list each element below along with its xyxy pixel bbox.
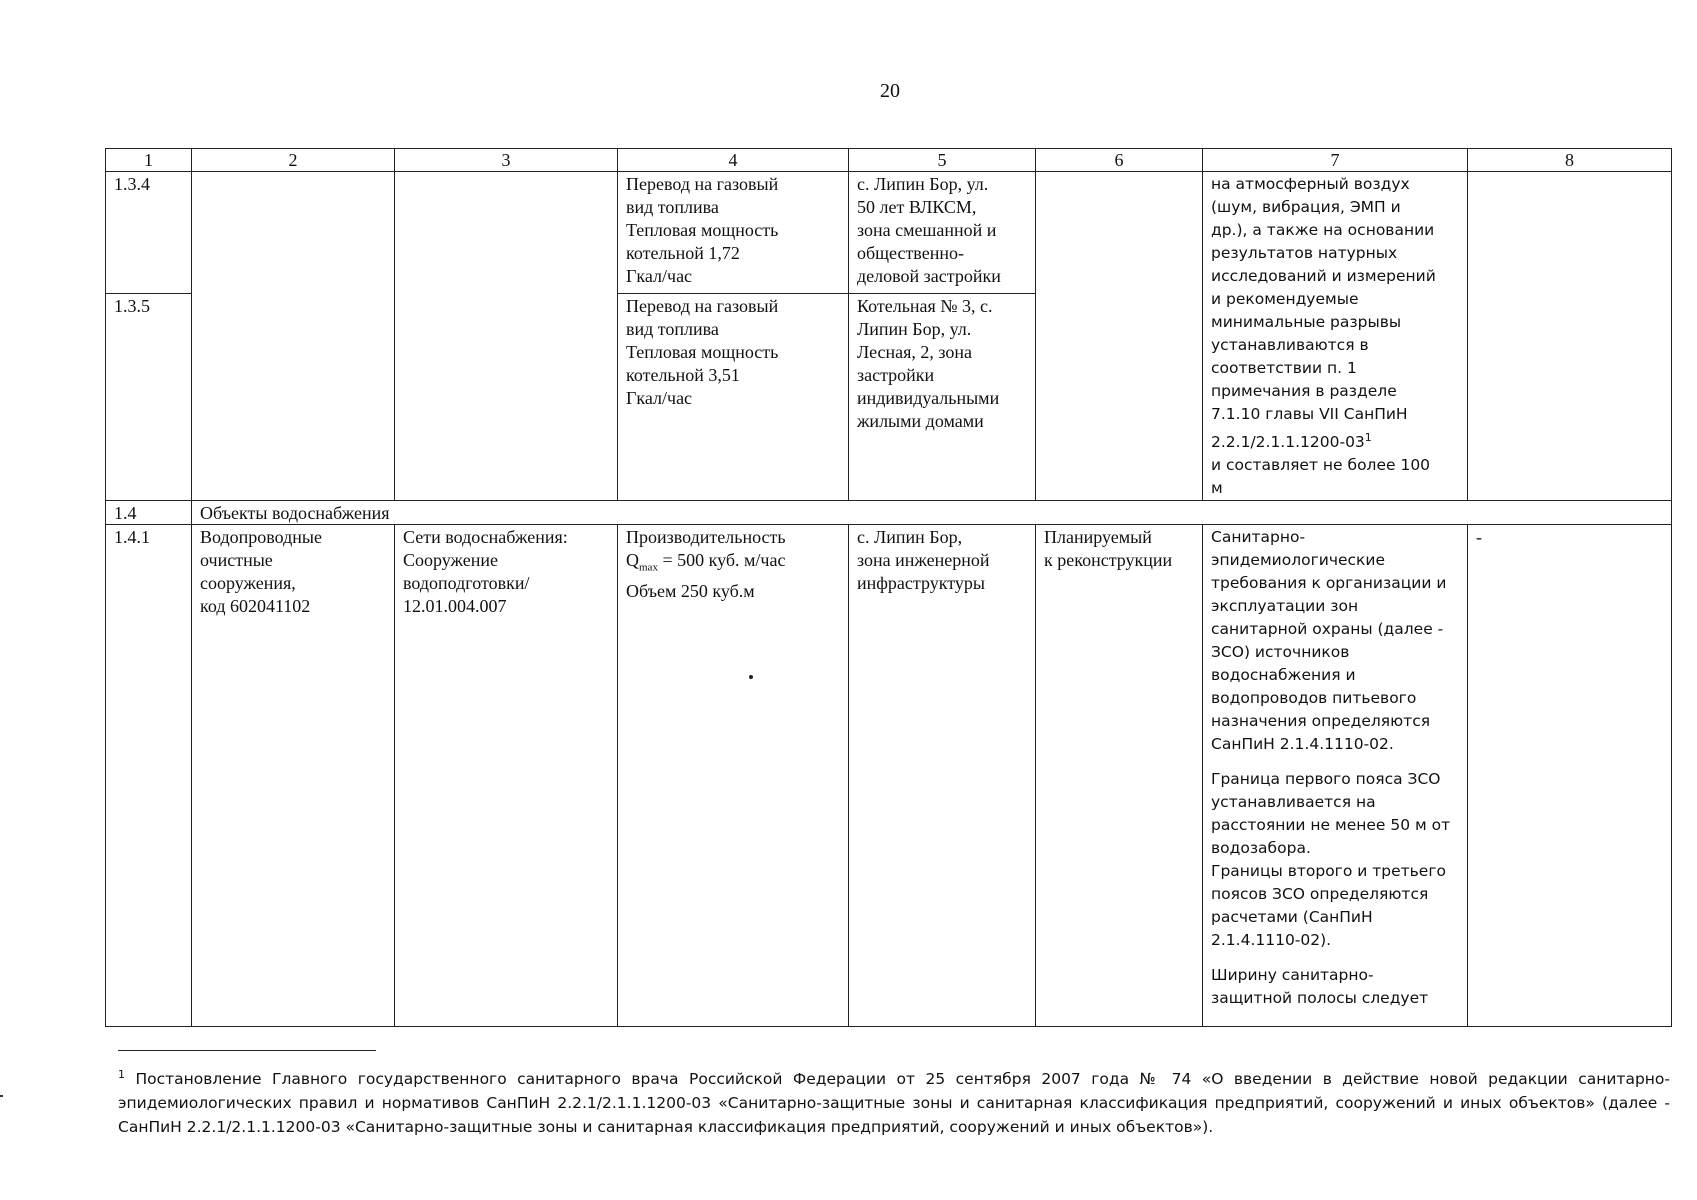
status-line: Планируемый (1044, 527, 1152, 548)
requirements-line: ЗСО) источников (1211, 643, 1350, 662)
object-name-cell (192, 172, 395, 501)
location-line: Котельная № 3, с. (857, 296, 993, 317)
networks-line: Сети водоснабжения: (403, 527, 568, 548)
page-number: 20 (880, 80, 900, 102)
location-cell (849, 172, 1036, 294)
description-line: Производительность (626, 527, 786, 548)
location-line: Лесная, 2, зона (857, 342, 973, 363)
sanpin-reference: 2.2.1/2.1.1.1200-03 (1211, 433, 1365, 452)
requirements-line: устанавливается на (1211, 793, 1376, 812)
requirements-line: соответствии п. 1 (1211, 359, 1357, 377)
location-line: инфраструктуры (857, 573, 985, 594)
requirements-line: водопроводов питьевого (1211, 689, 1417, 708)
status-cell (1036, 525, 1203, 1027)
object-name-line: код 602041102 (200, 596, 311, 617)
description-line: Перевод на газовый (626, 174, 779, 194)
description-line: вид топлива (626, 319, 719, 340)
location-line: общественно- (857, 243, 964, 263)
header-cell-5: 5 (849, 149, 1036, 172)
requirements-line: Ширину санитарно- (1211, 966, 1374, 985)
row-number: 1.3.5 (106, 294, 192, 501)
object-name-cell (192, 525, 395, 1027)
row-number: 1.3.4 (106, 172, 192, 294)
object-name-line: Водопроводные (200, 527, 323, 548)
requirements-line (1211, 426, 1460, 454)
paragraph-gap (1211, 952, 1460, 964)
requirements-line: 7.1.10 главы VII СанПиН (1211, 405, 1408, 423)
location-line: жилыми домами (857, 411, 984, 432)
requirements-line: и составляет не более 100 (1211, 456, 1431, 475)
footnote-separator (118, 1050, 376, 1051)
header-cell-3: 3 (395, 149, 618, 172)
document-table-wrapper (105, 148, 1671, 1027)
capacity-line (626, 549, 841, 580)
location-line: деловой застройки (857, 266, 1001, 286)
status-line: к реконструкции (1044, 550, 1173, 571)
description-line: Объем 250 куб.м (626, 580, 755, 601)
location-line: 50 лет ВЛКСМ, (857, 197, 977, 217)
networks-line: Сооружение (403, 550, 498, 571)
header-cell-7: 7 (1203, 149, 1468, 172)
location-cell (849, 294, 1036, 501)
location-line: с. Липин Бор, ул. (857, 174, 989, 194)
location-line: с. Липин Бор, (857, 527, 963, 548)
description-line: Тепловая мощность (626, 220, 779, 240)
requirements-line: Границы второго и третьего (1211, 862, 1446, 881)
note-cell: - (1468, 525, 1672, 1027)
location-line: зона инженерной (857, 550, 990, 571)
header-cell-2: 2 (192, 149, 395, 172)
requirements-line: (шум, вибрация, ЭМП и (1211, 198, 1401, 216)
requirements-line: 2.1.4.1110-02). (1211, 931, 1332, 950)
section-title: Объекты водоснабжения (192, 501, 1672, 525)
requirements-line: на атмосферный воздух (1211, 175, 1410, 193)
requirements-cell (1203, 525, 1468, 1027)
requirements-line: примечания в разделе (1211, 382, 1397, 400)
requirements-line: Санитарно- (1211, 528, 1306, 547)
networks-cell (395, 525, 618, 1027)
description-line: котельной 3,51 (626, 365, 740, 386)
networks-line: водоподготовки/ (403, 573, 530, 594)
footnote-marker: 1 (118, 1068, 125, 1081)
requirements-line: СанПиН 2.1.4.1110-02. (1211, 735, 1394, 754)
description-cell (618, 525, 849, 1027)
requirements-line: расстоянии не менее 50 м от (1211, 816, 1451, 835)
requirements-line: водоснабжения и (1211, 666, 1356, 685)
requirements-line: защитной полосы следует (1211, 989, 1429, 1008)
location-line: Липин Бор, ул. (857, 319, 972, 340)
requirements-line: м (1211, 479, 1223, 498)
description-line: Тепловая мощность (626, 342, 779, 363)
capacity-subscript: max (639, 561, 658, 574)
section-row-1-4 (106, 501, 1672, 525)
requirements-line: минимальные разрывы (1211, 313, 1402, 331)
scan-mark (0, 1095, 3, 1097)
networks-line: 12.01.004.007 (403, 596, 507, 617)
note-cell (1468, 172, 1672, 501)
requirements-line: и рекомендуемые (1211, 290, 1359, 308)
description-cell (618, 172, 849, 294)
header-cell-6: 6 (1036, 149, 1203, 172)
capacity-value: = 500 куб. м/час (657, 550, 786, 571)
description-line: котельной 1,72 (626, 243, 740, 263)
requirements-line: назначения определяются (1211, 712, 1431, 731)
requirements-line: требования к организации и (1211, 574, 1447, 593)
requirements-line: исследований и измерений (1211, 267, 1436, 285)
requirements-line: поясов ЗСО определяются (1211, 885, 1429, 904)
document-table (105, 148, 1672, 1027)
object-name-line: очистные (200, 550, 273, 571)
table-row-1-3-4 (106, 172, 1672, 294)
description-line: Гкал/час (626, 266, 693, 286)
location-line: застройки (857, 365, 935, 386)
header-cell-1: 1 (106, 149, 192, 172)
requirements-line: Граница первого пояса ЗСО (1211, 770, 1441, 789)
description-line: Гкал/час (626, 388, 693, 409)
footnote-text: Постановление Главного государственного санитарного врача Российской Федерации от 25 сентября 2007 года № 74 «О введении в действие новой редакции санитарно-эпидемиологических правил и нормативов СанПиН 2.2.1/2.1.1.1200-03 «Санитарно-защитные зоны и санитарная классификация предприятий, сооружений и иных объектов» (далее - СанПиН 2.2.1/2.1.1.1200-03 «Санитарно-защитные зоны и санитарная классификация предприятий, сооружений и иных объектов»). (118, 1070, 1670, 1137)
table-row-1-4-1 (106, 525, 1672, 1027)
requirements-line: эксплуатации зон (1211, 597, 1359, 616)
header-cell-4: 4 (618, 149, 849, 172)
requirements-line: др.), а также на основании (1211, 221, 1435, 239)
header-cell-8: 8 (1468, 149, 1672, 172)
description-cell (618, 294, 849, 501)
requirements-line: устанавливаются в (1211, 336, 1369, 354)
paragraph-gap (1211, 756, 1460, 768)
status-cell (1036, 172, 1203, 501)
row-number: 1.4.1 (106, 525, 192, 1027)
requirements-line: санитарной охраны (далее - (1211, 620, 1444, 639)
location-line: зона смешанной и (857, 220, 997, 240)
location-cell (849, 525, 1036, 1027)
requirements-line: эпидемиологические (1211, 551, 1386, 570)
requirements-line: расчетами (СанПиН (1211, 908, 1373, 927)
scan-speck (749, 675, 753, 679)
footnote-reference[interactable]: 1 (1364, 431, 1372, 444)
requirements-line: результатов натурных (1211, 244, 1398, 262)
capacity-symbol: Q (626, 550, 639, 571)
object-name-line: сооружения, (200, 573, 296, 594)
footnote (118, 1063, 1670, 1139)
description-line: Перевод на газовый (626, 296, 779, 317)
section-number: 1.4 (106, 501, 192, 525)
networks-cell (395, 172, 618, 501)
location-line: индивидуальными (857, 388, 1000, 409)
table-header-row (106, 149, 1672, 172)
requirements-line: водозабора. (1211, 839, 1311, 858)
requirements-cell (1203, 172, 1468, 501)
description-line: вид топлива (626, 197, 719, 217)
